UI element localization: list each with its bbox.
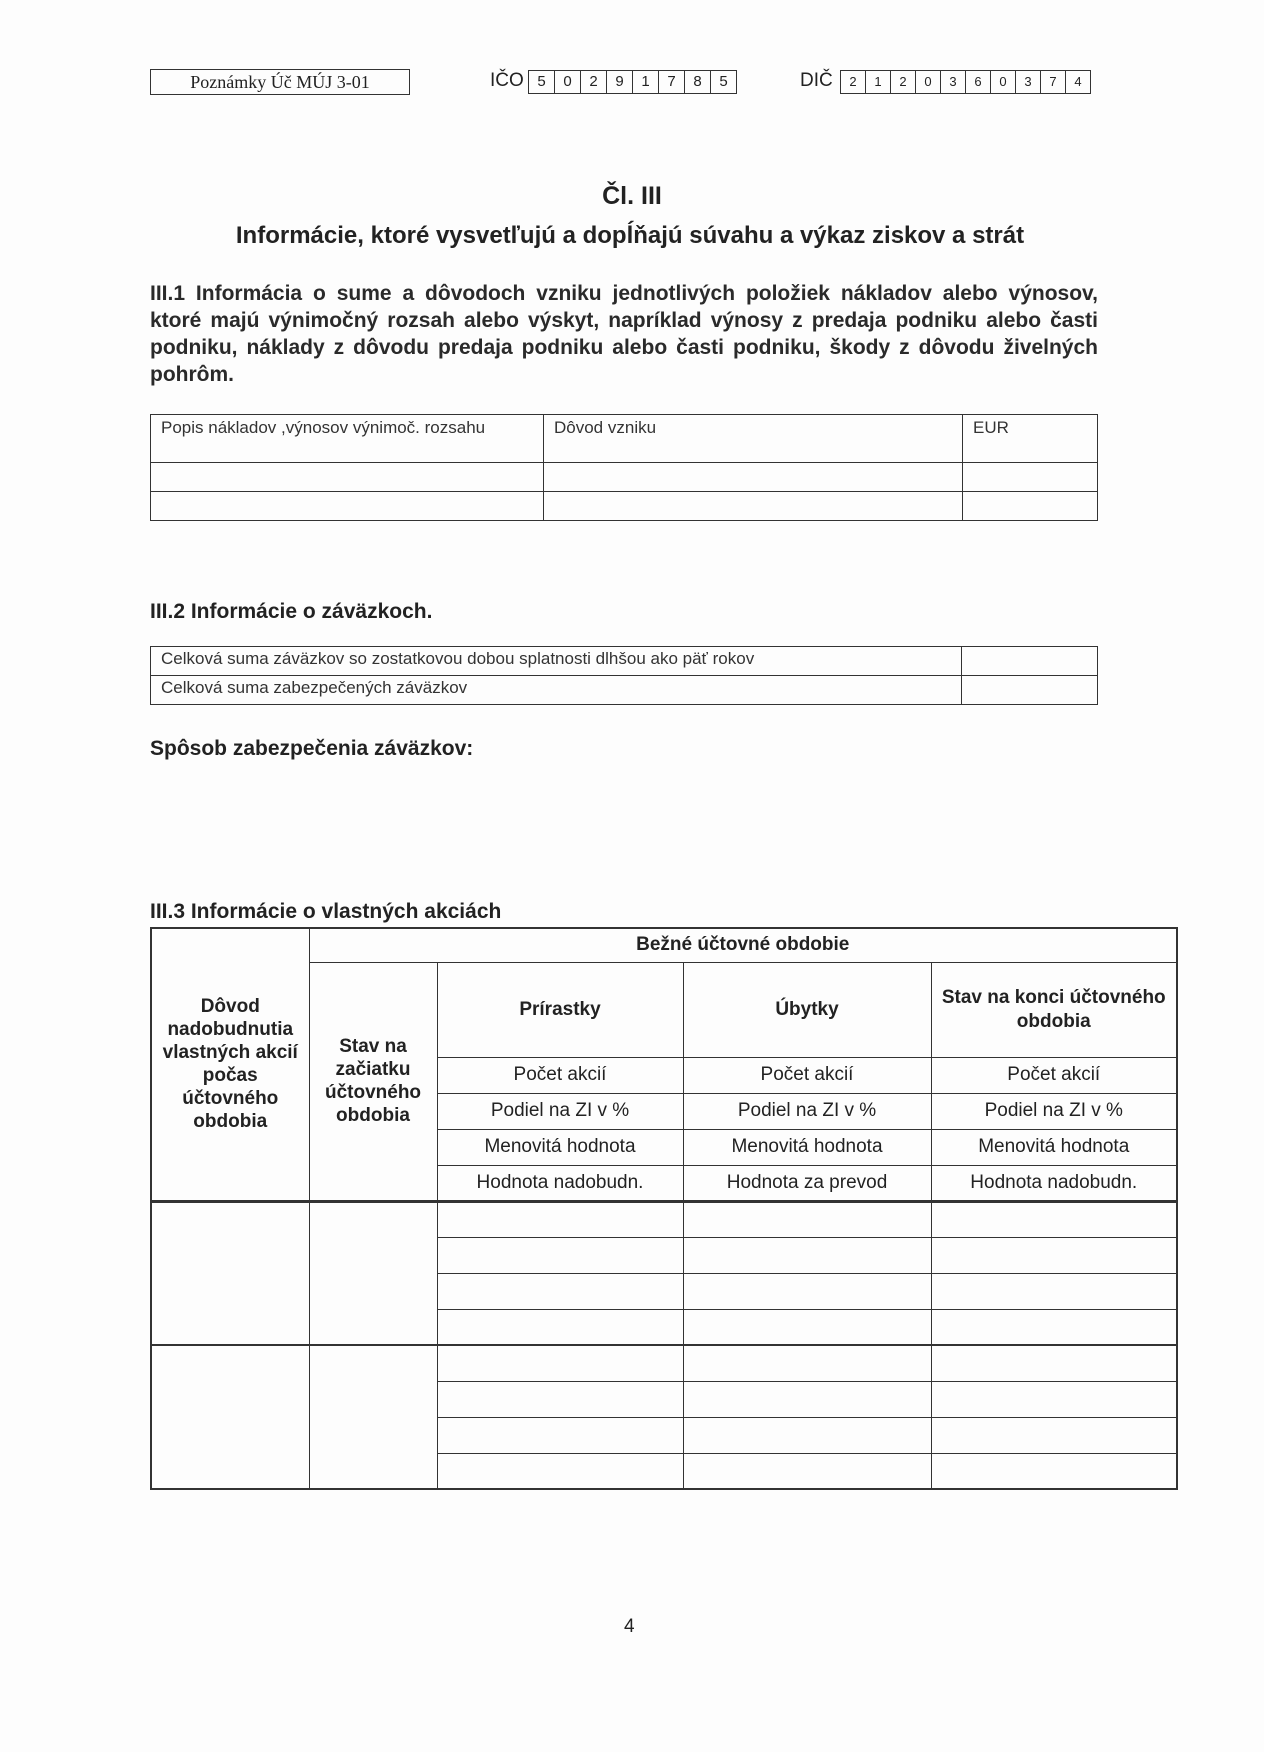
dic-label: DIČ (800, 70, 833, 91)
page-number: 4 (624, 1616, 635, 1637)
current-period-header: Bežné účtovné obdobie (309, 928, 1177, 962)
table-cell[interactable] (437, 1453, 683, 1489)
sub-header: Podiel na ZI v % (683, 1093, 931, 1129)
section2-table (150, 646, 1098, 705)
table-cell[interactable] (683, 1453, 931, 1489)
sub-header: Menovitá hodnota (931, 1129, 1177, 1165)
table-cell[interactable] (931, 1345, 1177, 1381)
dic-digit: 4 (1074, 74, 1082, 89)
table-cell[interactable] (683, 1237, 931, 1273)
own-shares-table (150, 927, 1178, 1490)
table-cell[interactable] (544, 463, 963, 492)
ico-digit: 5 (529, 71, 555, 93)
ico-digit: 0 (555, 71, 581, 93)
article-number: Čl. III (602, 182, 662, 210)
table-cell[interactable] (931, 1237, 1177, 1273)
table-cell[interactable] (437, 1237, 683, 1273)
ico-digit: 1 (633, 71, 659, 93)
col-eur-header: EUR (963, 415, 1098, 463)
form-label: Poznámky Úč MÚJ 3-01 (150, 69, 410, 95)
ico-digit: 7 (659, 71, 685, 93)
col-end-balance-header: Stav na konci účtovného obdobia (931, 962, 1177, 1057)
section3-heading: III.3 Informácie o vlastných akciách (150, 900, 502, 923)
liabilities-over-5y-label: Celková suma záväzkov so zostatkovou dobou splatnosti dlhšou ako päť rokov (151, 647, 962, 676)
ico-digits (528, 70, 737, 94)
sub-header: Počet akcií (437, 1057, 683, 1093)
start-balance-cell[interactable] (309, 1345, 437, 1489)
table-cell[interactable] (963, 463, 1098, 492)
col-reason-header: Dôvod vzniku (544, 415, 963, 463)
table-cell[interactable] (437, 1345, 683, 1381)
table-cell[interactable] (683, 1309, 931, 1345)
section1-table (150, 414, 1098, 521)
dic-digit: 3 (1016, 71, 1041, 93)
col-start-balance-header: Stav na začiatku účtovného obdobia (309, 962, 437, 1201)
col-additions-header: Prírastky (437, 962, 683, 1057)
col-acquisition-reason-header: Dôvod nadobudnutia vlastných akcií počas účtovného obdobia (151, 928, 309, 1201)
dic-digit: 0 (916, 71, 941, 93)
dic-digit: 1 (866, 71, 891, 93)
table-cell[interactable] (683, 1273, 931, 1309)
sub-header: Hodnota nadobudn. (437, 1165, 683, 1201)
dic-digit: 0 (991, 71, 1016, 93)
sub-header: Podiel na ZI v % (437, 1093, 683, 1129)
ico-digit: 2 (581, 71, 607, 93)
sub-header: Počet akcií (931, 1057, 1177, 1093)
table-cell[interactable] (683, 1201, 931, 1237)
col-description-header: Popis nákladov ,výnosov výnimoč. rozsahu (151, 415, 544, 463)
liabilities-over-5y-value[interactable] (962, 647, 1098, 676)
sub-header: Menovitá hodnota (437, 1129, 683, 1165)
sub-header: Hodnota nadobudn. (931, 1165, 1177, 1201)
sub-header: Menovitá hodnota (683, 1129, 931, 1165)
ico-digit: 8 (685, 71, 711, 93)
article-title: Informácie, ktoré vysvetľujú a dopĺňajú súvahu a výkaz ziskov a strát (235, 222, 1025, 249)
reason-cell[interactable] (151, 1345, 309, 1489)
table-cell[interactable] (437, 1273, 683, 1309)
table-cell[interactable] (151, 492, 544, 521)
table-cell[interactable] (931, 1417, 1177, 1453)
dic-digit: 7 (1041, 71, 1066, 93)
secured-liabilities-value[interactable] (962, 676, 1098, 705)
reason-cell[interactable] (151, 1201, 309, 1345)
table-cell[interactable] (683, 1345, 931, 1381)
table-cell[interactable] (931, 1309, 1177, 1345)
sub-header: Počet akcií (683, 1057, 931, 1093)
dic-digit: 3 (941, 71, 966, 93)
table-cell[interactable] (151, 463, 544, 492)
ico-digit: 5 (719, 73, 728, 90)
table-cell[interactable] (931, 1201, 1177, 1237)
sub-header: Podiel na ZI v % (931, 1093, 1177, 1129)
table-cell[interactable] (437, 1381, 683, 1417)
table-cell[interactable] (683, 1417, 931, 1453)
table-cell[interactable] (931, 1273, 1177, 1309)
table-cell[interactable] (544, 492, 963, 521)
sub-header: Hodnota za prevod (683, 1165, 931, 1201)
table-cell[interactable] (931, 1381, 1177, 1417)
ico-digit: 9 (607, 71, 633, 93)
table-cell[interactable] (931, 1453, 1177, 1489)
secured-liabilities-label: Celková suma zabezpečených záväzkov (151, 676, 962, 705)
start-balance-cell[interactable] (309, 1201, 437, 1345)
section1-text: III.1 Informácia o sume a dôvodoch vzniku jednotlivých položiek nákladov alebo výnosov, ktoré majú výnimočný rozsah alebo výskyt, napríklad výnosy z predaja podniku alebo časti podniku, náklady z dôvodu predaja podniku alebo časti podniku, škody z dôvodu živelných pohrôm. (150, 282, 1098, 386)
table-cell[interactable] (437, 1417, 683, 1453)
section2-heading: III.2 Informácie o záväzkoch. (150, 600, 433, 623)
dic-digit: 2 (841, 71, 866, 93)
table-cell[interactable] (437, 1309, 683, 1345)
dic-digits (840, 70, 1091, 94)
table-cell[interactable] (437, 1201, 683, 1237)
dic-digit: 2 (891, 71, 916, 93)
table-cell[interactable] (963, 492, 1098, 521)
table-cell[interactable] (683, 1381, 931, 1417)
dic-digit: 6 (966, 71, 991, 93)
ico-label: IČO (490, 70, 524, 91)
security-method-heading: Spôsob zabezpečenia záväzkov: (150, 737, 474, 760)
col-disposals-header: Úbytky (683, 962, 931, 1057)
